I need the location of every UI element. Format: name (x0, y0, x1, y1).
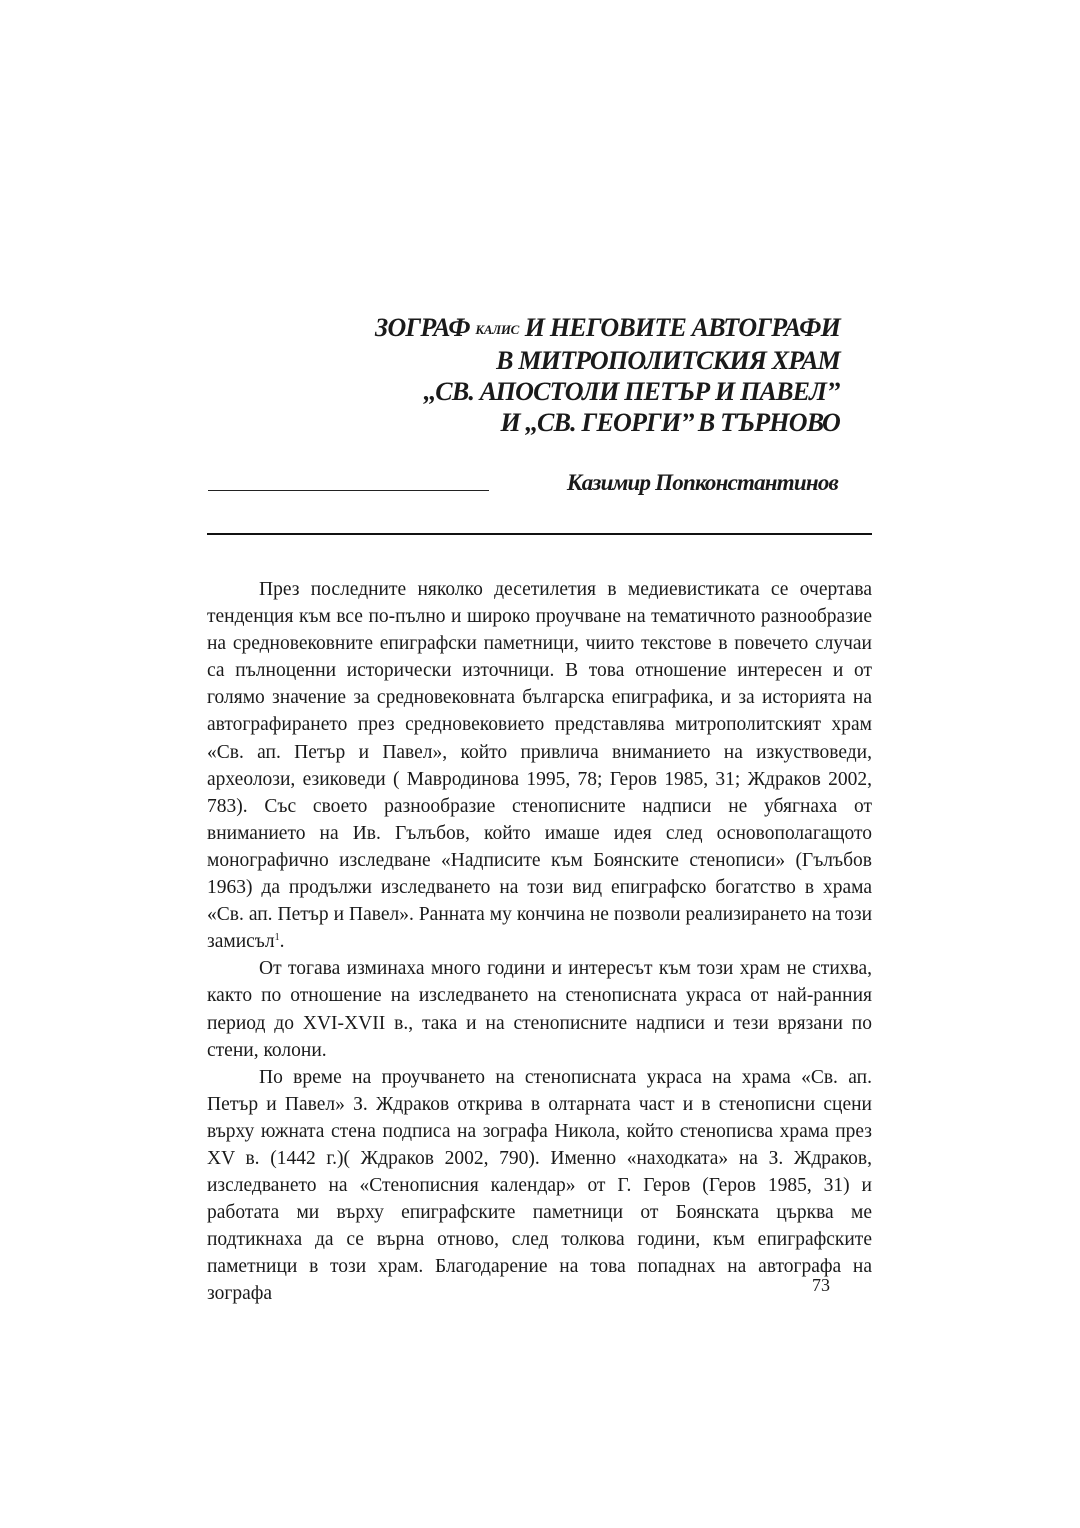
author-rule (208, 490, 489, 491)
paragraph-3: По време на проучването на стенописната украса на храма «Св. ап. Петър и Павел» З. Ждраков открива в олтарната част и в стенописни сцени върху южната стена подписа на зографа Никола, който стенописва храма през XV в. (1442 г.)( Ждраков 2002, 790). Именно «находката» на З. Ждраков, изследването на «Стенописния календар» от Г. Геров (Геров 1985, 31) и работата ми върху епиграфските паметници от Боянската църква ме подтикнаха да се върна отново, след толкова години, към епиграфските паметници в този храм. Благодарение на това попаднах на автографа на зографа (207, 1066, 872, 1305)
paragraph-1-text: През последните няколко десетилетия в медиевистиката се очертава тенденция към все по-пълно и широко проучване на тематичното разнообразие на средновековните епиграфски паметници, чиито текстове в повечето случаи са пълноценни исторически източници. В това отношение интересен и от голямо значение за средновековната българска епиграфика, и за историята на автографирането през средновековието представлява митрополитският храм «Св. ап. Петър и Павел», който привлича вниманието на изкуствоведи, археолози, езиковеди ( Мавродинова 1995, 78; Геров 1985, 31; Ждраков 2002, 783). Със своето разнообразие стенописните надписи не убягнаха от вниманието на Ив. Гълъбов, който имаше идея след основополагащото монографично изследване «Надписите към Боянските стенописи» (Гълъбов 1963) да продължи изследването на този вид епиграфско богатство в храма «Св. ап. Петър и Павел». Ранната му кончина не позволи реализирането на този замисъл (207, 579, 872, 953)
article-title (300, 312, 840, 438)
title-line-1 (300, 312, 840, 345)
title-line-1-part-1: ЗОГРАФ (375, 313, 470, 342)
paragraph-1 (207, 576, 872, 955)
paragraph-2: От тогава изминаха много години и интересът към този храм не стихва, както по отношение на изследването на стенописната украса от най-ранния период до XVI-XVII в., така и на стенописните надписи и тези врязани по стени, колони. (207, 958, 872, 1061)
title-line-1-small-caps: КАЛИС (475, 322, 520, 337)
title-line-2: В МИТРОПОЛИТСКИЯ ХРАМ (496, 346, 840, 375)
article-body (207, 576, 872, 1308)
footnote-marker[interactable]: 1 (274, 932, 280, 944)
title-line-4: И ,,СВ. ГЕОРГИ’’ В ТЪРНОВО (500, 408, 840, 437)
paragraph-1-end: . (279, 931, 285, 953)
author-name: Казимир Попконстантинов (566, 470, 838, 495)
title-line-1-part-2: И НЕГОВИТЕ АВТОГРАФИ (524, 313, 840, 342)
header-divider (207, 533, 872, 535)
page-number: 73 (812, 1275, 830, 1295)
title-line-3: ,,СВ. АПОСТОЛИ ПЕТЪР И ПАВЕЛ’’ (423, 377, 840, 406)
